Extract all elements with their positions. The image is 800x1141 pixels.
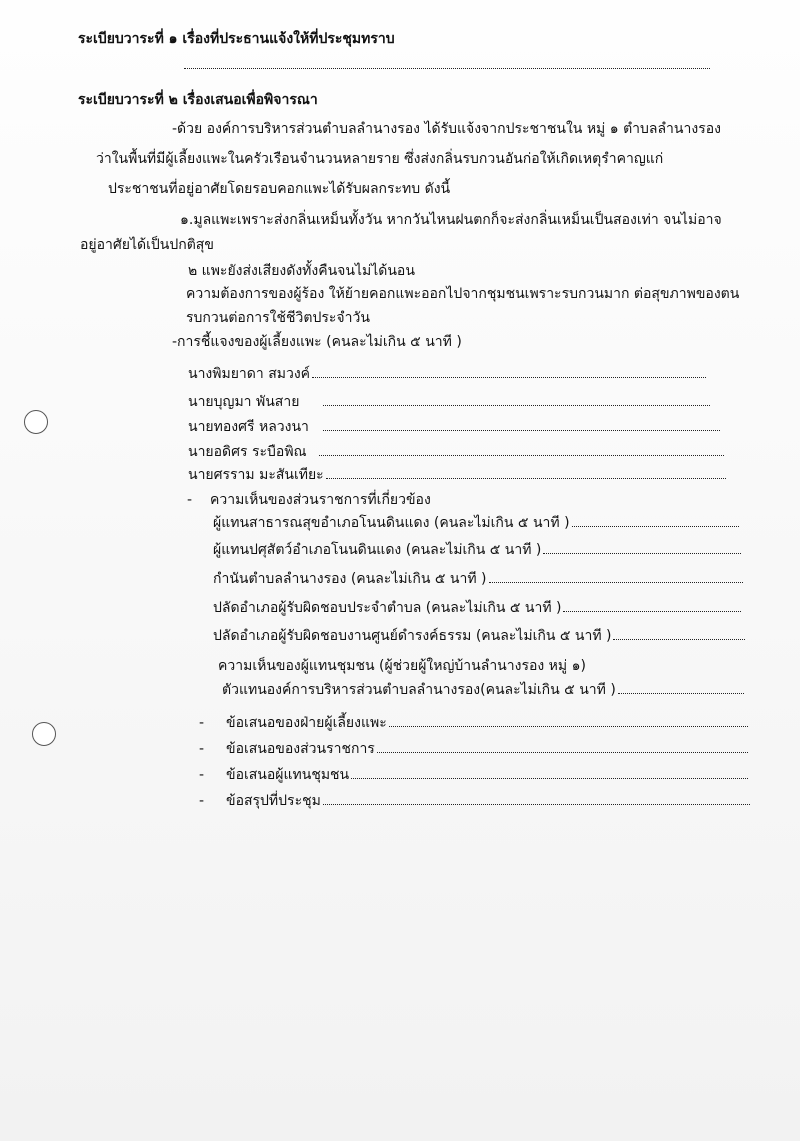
issue-item-2: ๒ แพะยังส่งเสียงดังทั้งคืนจนไม่ได้นอน [188,263,415,279]
punch-hole-bottom [32,722,56,746]
bullet-dash: - [199,767,205,783]
gov-item: กำนันตำบลลำนางรอง (คนละไม่เกิน ๕ นาที ) [213,570,743,588]
agenda1-fill-line [182,56,710,69]
gov-item: ผู้แทนปศุสัตว์อำเภอโนนดินแดง (คนละไม่เกิน ๕ นาที ) [213,541,741,559]
proposal-row: ข้อสรุปที่ประชุม [226,792,750,810]
owner-row: นายศรราม มะสันเทียะ [188,466,726,484]
community-heading: ความเห็นของผู้แทนชุมชน (ผู้ช่วยผู้ใหญ่บ้านลำนางรอง หมู่ ๑) [218,658,586,674]
petition-need-cont: รบกวนต่อการใช้ชีวิตประจำวัน [186,310,370,326]
proposal-row: ข้อเสนอผู้แทนชุมชน [226,766,748,784]
issue-item-1-cont: อยู่อาศัยได้เป็นปกติสุข [80,237,214,253]
owner-row: นายบุญมา พันสาย [188,393,710,411]
bullet-dash: - [199,715,205,731]
agenda2-heading: ระเบียบวาระที่ ๒ เรื่องเสนอเพื่อพิจารณา [78,92,318,108]
agenda1-heading: ระเบียบวาระที่ ๑ เรื่องที่ประธานแจ้งให้ที่ประชุมทราบ [78,31,395,47]
punch-hole-top [24,410,48,434]
community-item: ตัวแทนองค์การบริหารส่วนตำบลลำนางรอง(คนละไม่เกิน ๕ นาที ) [222,681,744,699]
bullet-dash: - [199,793,205,809]
issue-item-1: ๑.มูลแพะเพราะส่งกลิ่นเหม็นทั้งวัน หากวันไหนฝนตกก็จะส่งกลิ่นเหม็นเป็นสองเท่า จนไม่อาจ [180,212,722,228]
paragraph-line: ประชาชนที่อยู่อาศัยโดยรอบคอกแพะได้รับผลกระทบ ดังนี้ [108,181,451,197]
gov-item: ปลัดอำเภอผู้รับผิดชอบงานศูนย์ดำรงค์ธรรม (คนละไม่เกิน ๕ นาที ) [213,627,745,645]
proposal-row: ข้อเสนอของส่วนราชการ [226,740,748,758]
proposal-row: ข้อเสนอของฝ่ายผู้เลี้ยงแพะ [226,714,748,732]
gov-item: ปลัดอำเภอผู้รับผิดชอบประจำตำบล (คนละไม่เกิน ๕ นาที ) [213,599,741,617]
gov-item: ผู้แทนสาธารณสุขอำเภอโนนดินแดง (คนละไม่เกิน ๕ นาที ) [213,514,739,532]
paragraph-line: -ด้วย องค์การบริหารส่วนตำบลลำนางรอง ได้รับแจ้งจากประชาชนใน หมู่ ๑ ตำบลลำนางรอง [172,121,721,137]
bullet-dash: - [187,492,193,508]
bullet-dash: - [199,741,205,757]
petition-need: ความต้องการของผู้ร้อง ให้ย้ายคอกแพะออกไปจากชุมชนเพราะรบกวนมาก ต่อสุขภาพของตน [186,286,740,302]
clarify-heading: -การชี้แจงของผู้เลี้ยงแพะ (คนละไม่เกิน ๕ นาที ) [172,334,462,350]
owner-row: นายทองศรี หลวงนา [188,418,720,436]
owner-row: นางพิมยาดา สมวงค์ [188,365,706,383]
gov-heading: ความเห็นของส่วนราชการที่เกี่ยวข้อง [210,492,431,508]
owner-row: นายอดิศร ระบือพิณ [188,443,724,461]
paragraph-line: ว่าในพื้นที่มีผู้เลี้ยงแพะในครัวเรือนจำนวนหลายราย ซึ่งส่งกลิ่นรบกวนอันก่อให้เกิดเหตุรำคาญแก่ [96,151,664,167]
